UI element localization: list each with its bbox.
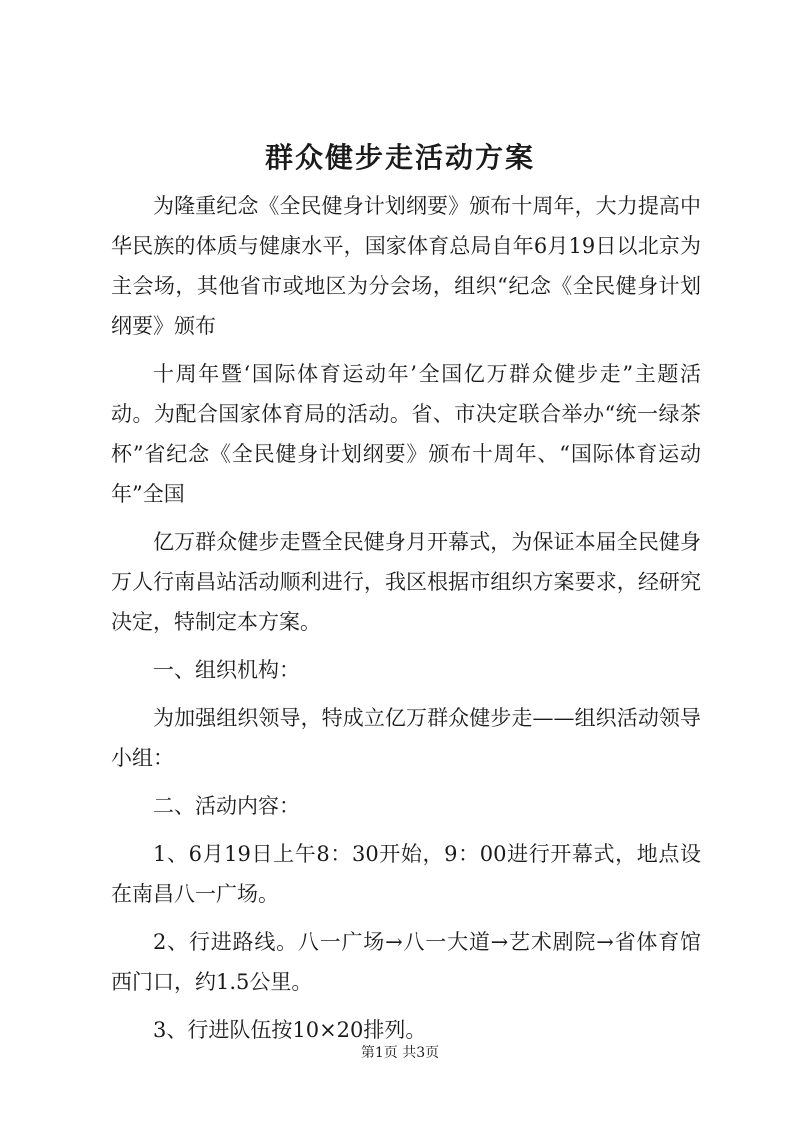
paragraph: 十周年暨‘国际体育运动年’全国亿万群众健步走”主题活动。为配合国家体育局的活动。省、市决定联合举办“统一绿茶杯”省纪念《全民健身计划纲要》颁布十周年、“国际体育运动年”全国 (111, 362, 701, 506)
document-title: 群众健步走活动方案 (264, 141, 535, 174)
section-heading: 二、活动内容： (153, 794, 300, 818)
paragraph: 为加强组织领导，特成立亿万群众健步走——组织活动领导小组： (111, 706, 701, 770)
section-heading: 一、组织机构： (153, 658, 300, 682)
page-number-footer: 第1页 共3页 (360, 1045, 440, 1061)
list-item: 1、6月19日上午8：30开始，9：00进行开幕式，地点设在南昌八一广场。 (111, 842, 701, 906)
list-item: 2、行进路线。八一广场→八一大道→艺术剧院→省体育馆西门口，约1.5公里。 (111, 930, 701, 994)
document-body (111, 186, 701, 1050)
paragraph: 亿万群众健步走暨全民健身月开幕式，为保证本届全民健身万人行南昌站活动顺利进行，我区根据市组织方案要求，经研究决定，特制定本方案。 (111, 530, 701, 634)
list-item: 3、行进队伍按10×20排列。 (153, 1018, 427, 1042)
paragraph: 为隆重纪念《全民健身计划纲要》颁布十周年，大力提高中华民族的体质与健康水平，国家体育总局自年6月19日以北京为主会场，其他省市或地区为分会场，组织“纪念《全民健身计划纲要》颁布 (111, 194, 701, 338)
